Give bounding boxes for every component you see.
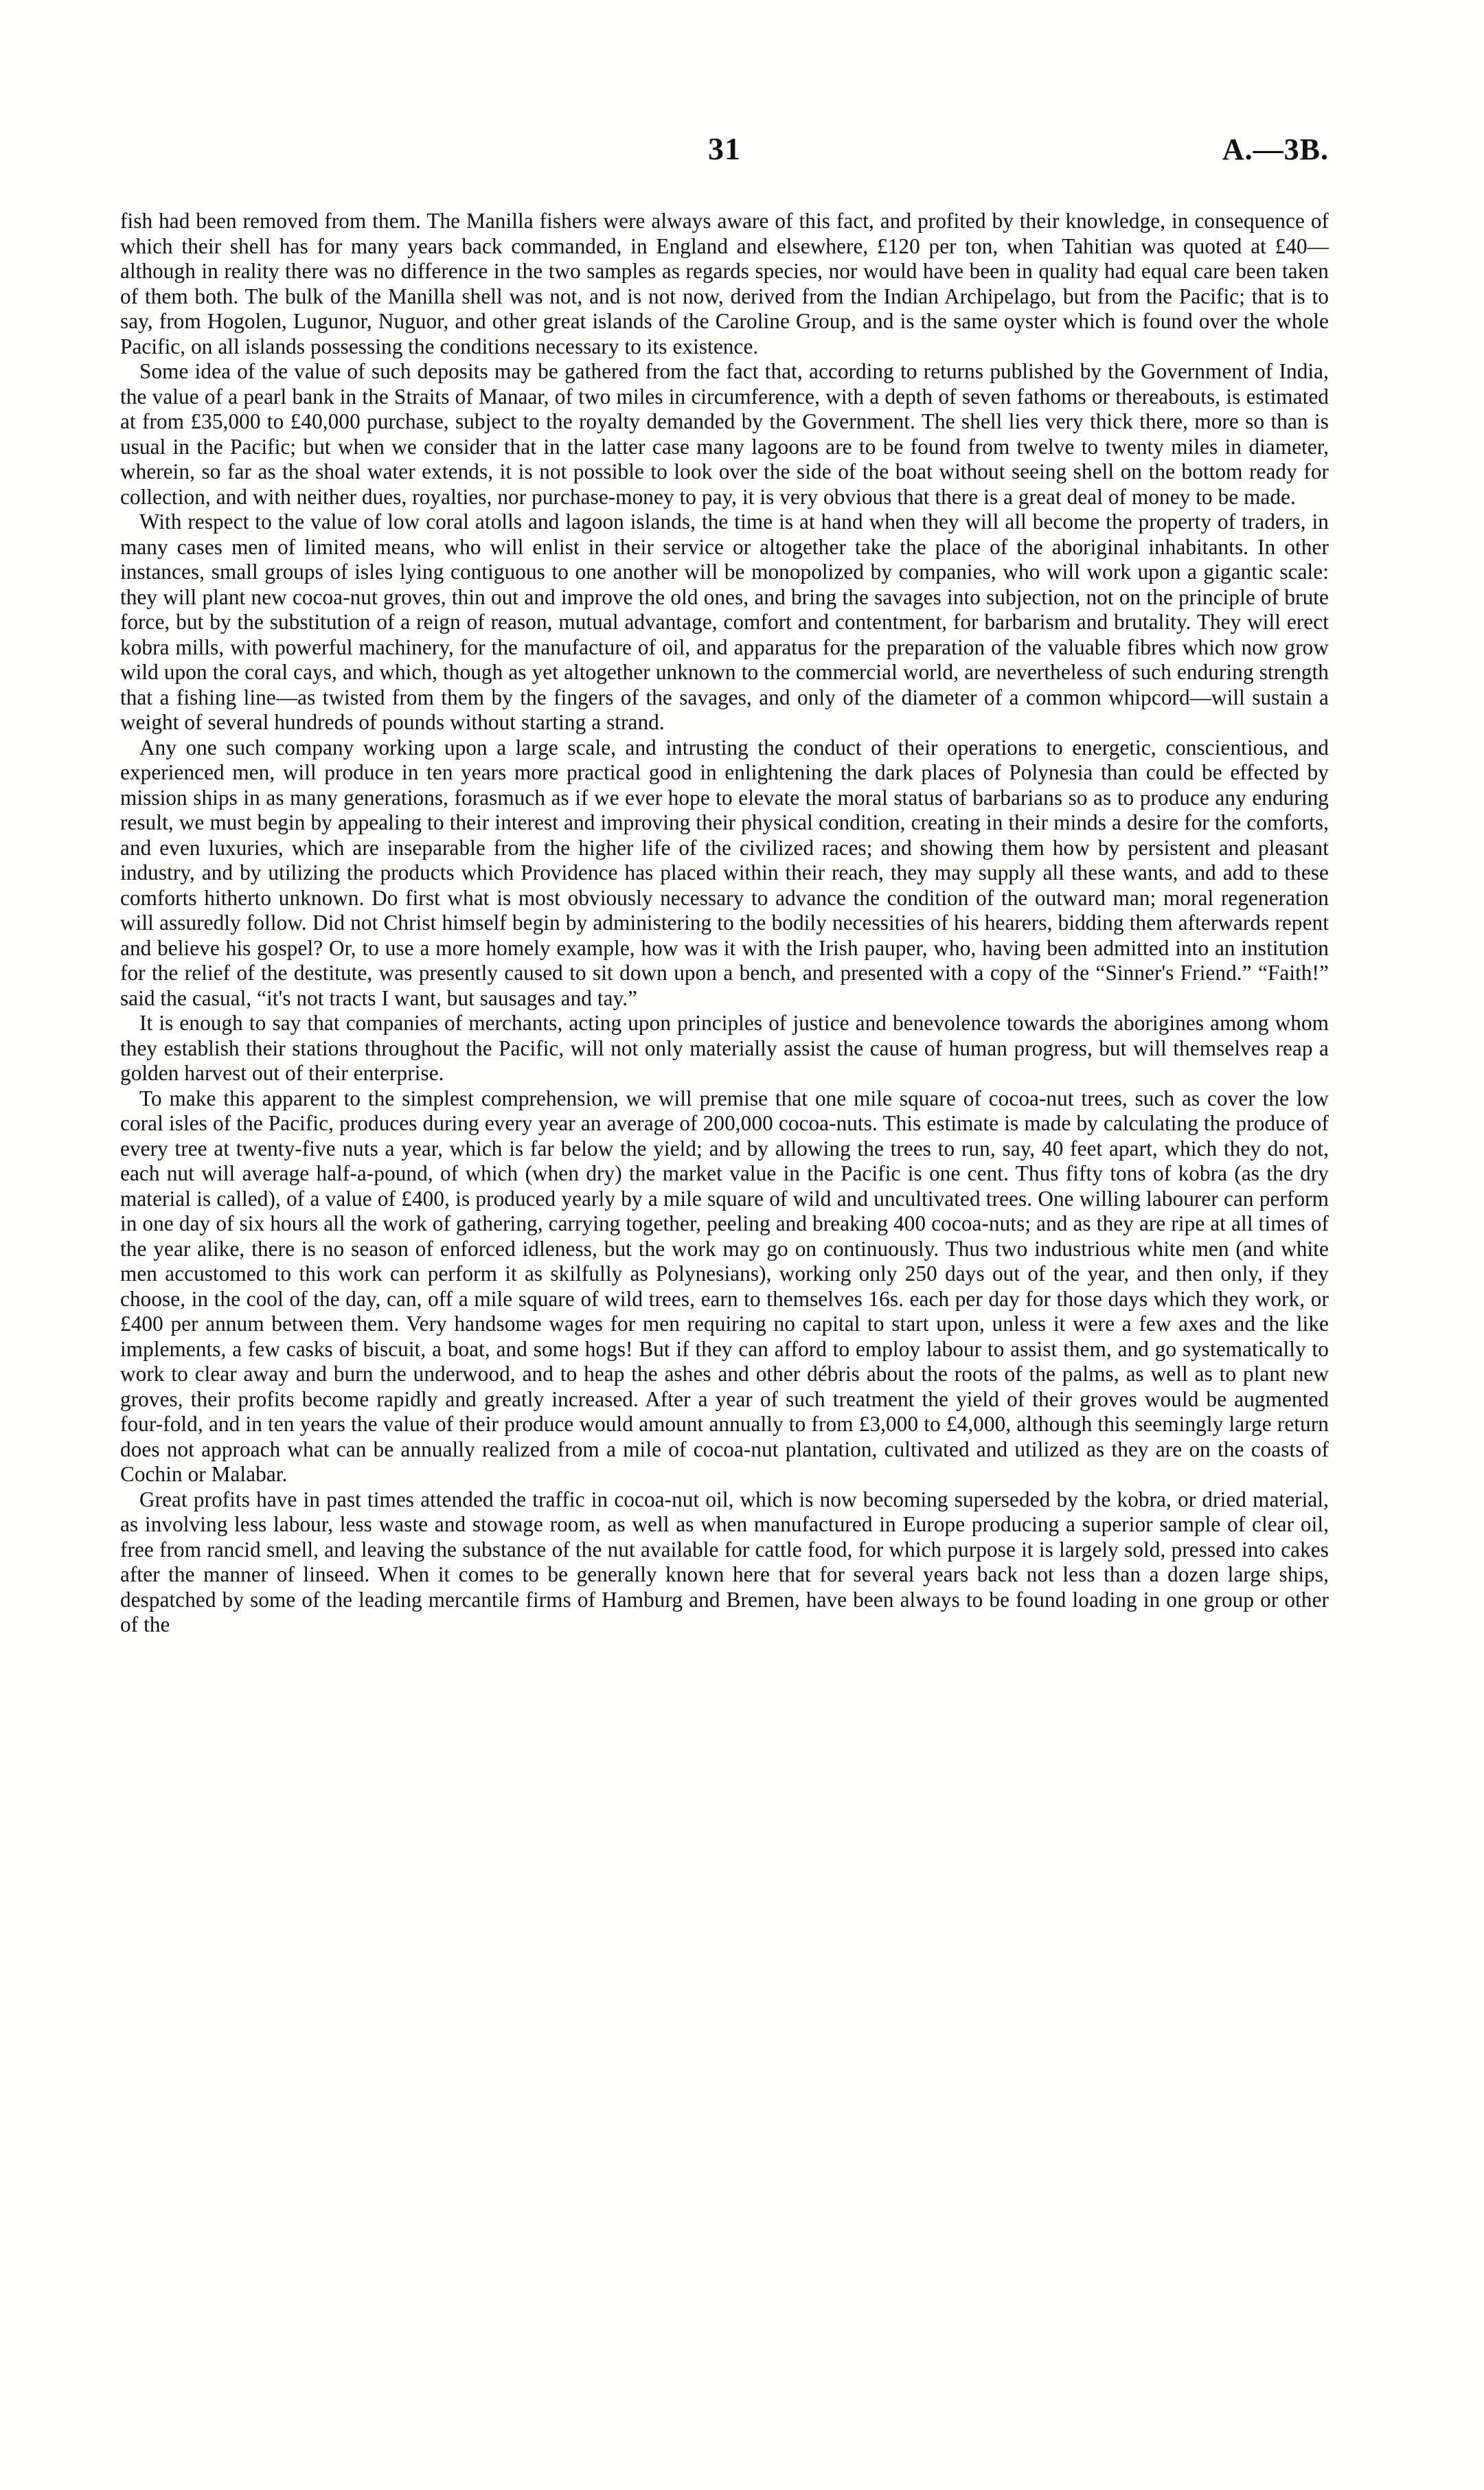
paragraph-coral-atolls: With respect to the value of low coral atolls and lagoon islands, the time is at hand when they will all become the property of traders, in many cases men of limited means, who will enlist in their service or altogether take the place of the aboriginal inhabitants. In other instances, small groups of isles lying contiguous to one another will be monopolized by companies, who will work upon a gigantic scale: they will plant new cocoa-nut groves, thin out and improve the old ones, and bring the savages into subjection, not on the principle of brute force, but by the substitution of a reign of reason, mutual advantage, comfort and contentment, for barbarism and brutality. They will erect kobra mills, with powerful machinery, for the manufacture of oil, and apparatus for the preparation of the valuable fibres which now grow wild upon the coral cays, and which, though as yet altogether unknown to the commercial world, are nevertheless of such enduring strength that a fishing line—as twisted from them by the fingers of the savages, and only of the diameter of a common whipcord—will sustain a weight of several hundreds of pounds without starting a strand.: [120, 510, 1329, 734]
paragraph-company-work: Any one such company working upon a large scale, and intrusting the conduct of their operations to energetic, conscientious, and experienced men, will produce in ten years more practical good in enlightening the dark places of Polynesia than could be effected by mission ships in as many generations, forasmuch as if we ever hope to elevate the moral status of barbarians so as to produce any enduring result, we must begin by appealing to their interest and improving their physical condition, creating in their minds a desire for the comforts, and even luxuries, which are inseparable from the higher life of the civilized races; and showing them how by persistent and pleasant industry, and by utilizing the products which Providence has placed within their reach, they may supply all these wants, and add to these comforts hitherto unknown. Do first what is most obviously necessary to advance the condition of the outward man; moral regeneration will assuredly follow. Did not Christ himself begin by administering to the bodily necessities of his hearers, bidding them afterwards repent and believe his gospel? Or, to use a more homely example, how was it with the Irish pauper, who, having been admitted into an institution for the relief of the destitute, was presently caused to sit down upon a bench, and presented with a copy of the “Sinner's Friend.” “Faith!” said the casual, “it's not tracts I want, but sausages and tay.”: [120, 735, 1329, 1010]
body-text: [120, 209, 1329, 1638]
paragraph-continuation: fish had been removed from them. The Manilla fishers were always aware of this fact, and profited by their knowledge, in consequence of which their shell has for many years back commanded, in England and elsewhere, £120 per ton, when Tahitian was quoted at £40—although in reality there was no difference in the two samples as regards species, nor would have been in quality had equal care been taken of them both. The bulk of the Manilla shell was not, and is not now, derived from the Indian Archipelago, but from the Pacific; that is to say, from Hogolen, Lugunor, Nuguor, and other great islands of the Caroline Group, and is the same oyster which is found over the whole Pacific, on all islands possessing the conditions necessary to its existence.: [120, 209, 1329, 358]
page-number: 31: [708, 131, 741, 166]
page-header: [120, 130, 1329, 179]
paragraph-pearl-bank-value: Some idea of the value of such deposits may be gathered from the fact that, according to returns published by the Government of India, the value of a pearl bank in the Straits of Manaar, of two miles in circumference, with a depth of seven fathoms or thereabouts, is estimated at from £35,000 to £40,000 purchase, subject to the royalty demanded by the Government. The shell lies very thick there, more so than is usual in the Pacific; but when we consider that in the latter case many lagoons are to be found from twelve to twenty miles in diameter, wherein, so far as the shoal water extends, it is not possible to look over the side of the boat without seeing shell on the bottom ready for collection, and with neither dues, royalties, nor purchase-money to pay, it is very obvious that there is a great deal of money to be made.: [120, 359, 1329, 509]
document-reference: A.—3B.: [1222, 133, 1329, 166]
paragraph-cocoa-nut-oil: Great profits have in past times attended the traffic in cocoa-nut oil, which is now becoming superseded by the kobra, or dried material, as involving less labour, less waste and stowage room, as well as when manufactured in Europe producing a superior sample of clear oil, free from rancid smell, and leaving the substance of the nut available for cattle food, for which purpose it is largely sold, pressed into cakes after the manner of linseed. When it comes to be generally known here that for several years back not less than a dozen large ships, despatched by some of the leading mercantile firms of Hamburg and Bremen, have been always to be found loading in one group or other of the: [120, 1487, 1329, 1636]
paragraph-cocoa-nut-yield: To make this apparent to the simplest comprehension, we will premise that one mile square of cocoa-nut trees, such as cover the low coral isles of the Pacific, produces during every year an average of 200,000 cocoa-nuts. This estimate is made by calculating the produce of every tree at twenty-five nuts a year, which is far below the yield; and by allowing the trees to run, say, 40 feet apart, which they do not, each nut will average half-a-pound, of which (when dry) the market value in the Pacific is one cent. Thus fifty tons of kobra (as the dry material is called), of a value of £400, is produced yearly by a mile square of wild and uncultivated trees. One willing labourer can perform in one day of six hours all the work of gathering, carrying together, peeling and breaking 400 cocoa-nuts; and as they are ripe at all times of the year alike, there is no season of enforced idleness, but the work may go on continuously. Thus two industrious white men (and white men accustomed to this work can perform it as skilfully as Polynesians), working only 250 days out of the year, and then only, if they choose, in the cool of the day, can, off a mile square of wild trees, earn to themselves 16s. each per day for those days which they work, or £400 per annum between them. Very handsome wages for men requiring no capital to start upon, unless it were a few axes and the like implements, a few casks of biscuit, a boat, and some hogs! But if they can afford to employ labour to assist them, and go systematically to work to clear away and burn the underwood, and to heap the ashes and other débris about the roots of the palms, as well as to plant new groves, their profits become rapidly and greatly increased. After a year of such treatment the yield of their groves would be augmented four-fold, and in ten years the value of their produce would amount annually to from £3,000 to £4,000, although this seemingly large return does not approach what can be annually realized from a mile of cocoa-nut plantation, cultivated and utilized as they are on the coasts of Cochin or Malabar.: [120, 1086, 1329, 1486]
paragraph-merchants: It is enough to say that companies of merchants, acting upon principles of justice and benevolence towards the aborigines among whom they establish their stations throughout the Pacific, will not only materially assist the cause of human progress, but will themselves reap a golden harvest out of their enterprise.: [120, 1011, 1329, 1085]
